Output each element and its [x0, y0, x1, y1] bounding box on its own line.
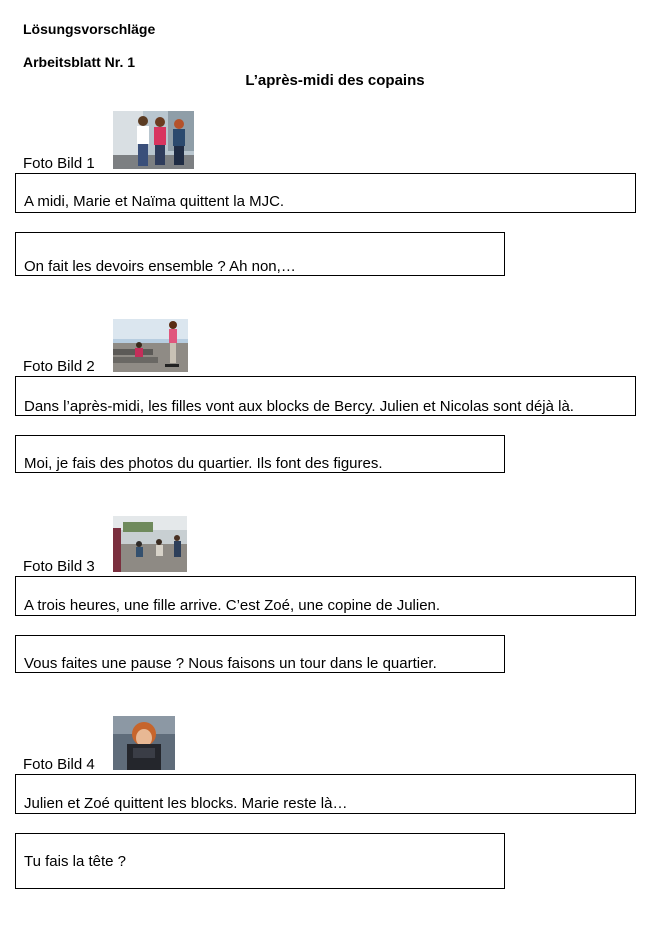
narration-4-text: Julien et Zoé quittent les blocks. Marie reste là…	[24, 795, 348, 812]
narration-1-text: A midi, Marie et Naïma quittent la MJC.	[24, 193, 285, 210]
photo-1-label: Foto Bild 1	[23, 155, 95, 172]
dialogue-box-3	[15, 635, 505, 673]
photo-3-image	[113, 516, 187, 572]
photo-4-image	[113, 716, 175, 770]
narration-box-1	[15, 173, 636, 213]
narration-3-text: A trois heures, une fille arrive. C’est Zoé, une copine de Julien.	[24, 597, 441, 614]
dialogue-box-1	[15, 232, 505, 276]
narration-box-2	[15, 376, 636, 416]
document-title: L’après-midi des copains	[245, 72, 425, 89]
dialogue-2-text: Moi, je fais des photos du quartier. Ils font des figures.	[24, 455, 383, 472]
page-heading: Lösungsvorschläge	[23, 21, 156, 37]
photo-2-label: Foto Bild 2	[23, 358, 95, 375]
photo-3-label: Foto Bild 3	[23, 558, 95, 575]
narration-box-3	[15, 576, 636, 616]
dialogue-box-2	[15, 435, 505, 473]
dialogue-1-text: On fait les devoirs ensemble ? Ah non,…	[24, 258, 296, 275]
photo-2-image	[113, 319, 188, 372]
dialogue-4-text: Tu fais la tête ?	[24, 853, 126, 870]
photo-4-label: Foto Bild 4	[23, 756, 95, 773]
dialogue-box-4	[15, 833, 505, 889]
photo-1-image	[113, 111, 194, 169]
worksheet-number: Arbeitsblatt Nr. 1	[23, 54, 136, 70]
narration-box-4	[15, 774, 636, 814]
dialogue-3-text: Vous faites une pause ? Nous faisons un tour dans le quartier.	[24, 655, 437, 672]
narration-2-text: Dans l’après-midi, les filles vont aux blocks de Bercy. Julien et Nicolas sont déjà là.	[24, 398, 574, 415]
